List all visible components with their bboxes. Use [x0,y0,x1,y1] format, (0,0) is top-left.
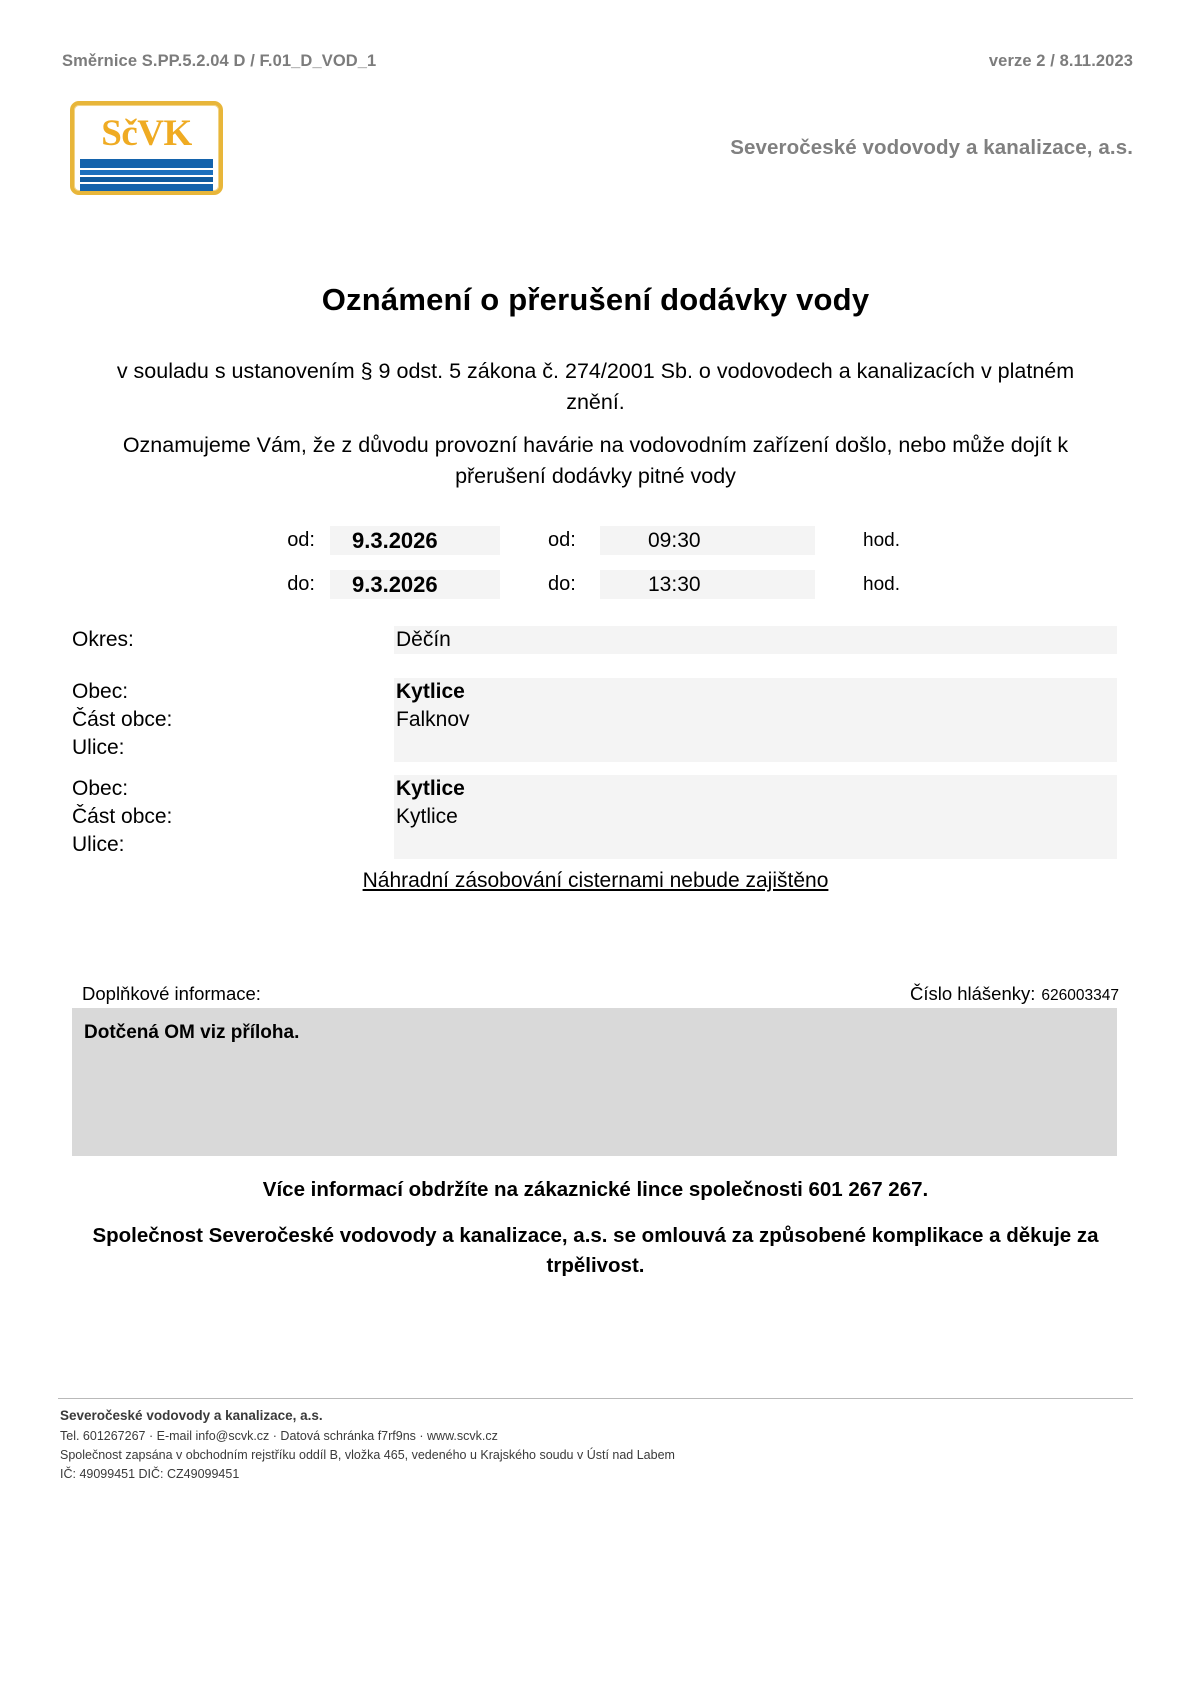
date-to-label: do: [287,573,315,595]
date-from-label: od: [287,529,315,551]
municipality-label: Obec: [72,777,129,800]
street-value [394,831,1117,859]
street-row [72,734,1117,762]
additional-info-label: Doplňkové informace: [82,983,261,1004]
report-number-value: 626003347 [1041,987,1119,1004]
district-value: Děčín [394,626,1117,654]
intro-paragraph-1: v souladu s ustanovením § 9 odst. 5 zákona č. 274/2001 Sb. o vodovodech a kanalizacích v platném znění. [116,359,1075,414]
intro-paragraph-2: Oznamujeme Vám, že z důvodu provozní havárie na vodovodním zařízení došlo, nebo může dojít k přerušení dodávky pitné vody [122,433,1069,488]
report-number [910,983,1119,1005]
page-title: Oznámení o přerušení dodávky vody [321,282,870,317]
substitute-supply-note [0,869,1191,893]
location-group-1 [72,678,1117,762]
district-block [72,626,1117,654]
municipality-row [72,678,1117,706]
substitute-supply-note-text: Náhradní zásobování cisternami nebude zajištěno [362,869,829,892]
time-to-value: 13:30 [600,570,815,599]
customer-line-info: Více informací obdržíte na zákaznické lince společnosti 601 267 267. [262,1178,929,1201]
street-row [72,831,1117,859]
municipality-row [72,775,1117,803]
logo-stripes-icon [74,159,219,195]
footer-company: Severočeské vodovody a kanalizace, a.s. [60,1408,323,1423]
schedule-row-to [0,570,1191,599]
document-header [62,52,1133,71]
part-value: Falknov [394,706,1117,734]
time-from-value: 09:30 [600,526,815,555]
time-from-label: od: [548,529,576,551]
time-to-label: do: [548,573,576,595]
footer-divider [58,1398,1133,1399]
additional-info-box [72,1008,1117,1156]
apology-text: Společnost Severočeské vodovody a kanalizace, a.s. se omlouvá za způsobené komplikace a děkuje za trpělivost. [92,1224,1099,1277]
version-label: verze 2 / 8.11.2023 [988,52,1133,70]
logo-box [70,101,223,195]
footer-ids: IČ: 49099451 DIČ: CZ49099451 [60,1467,240,1481]
municipality-value: Kytlice [394,775,1117,803]
document-footer [60,1408,1135,1486]
district-label: Okres: [72,628,134,651]
report-number-label: Číslo hlášenky: [909,983,1036,1004]
street-label: Ulice: [72,833,125,856]
municipality-label: Obec: [72,680,129,703]
directive-code: Směrnice S.PP.5.2.04 D / F.01_D_VOD_1 [62,52,377,70]
municipality-value: Kytlice [394,678,1117,706]
part-row [72,706,1117,734]
street-label: Ulice: [72,736,125,759]
additional-info-text: Dotčená OM viz příloha. [84,1022,300,1043]
part-row [72,803,1117,831]
schedule-block [0,526,1191,614]
district-row [72,626,1117,654]
part-label: Část obce: [72,708,173,731]
street-value [394,734,1117,762]
time-to-unit: hod. [863,573,900,595]
footer-contact: Tel. 601267267 · E-mail info@scvk.cz · Datová schránka f7rf9ns · www.scvk.cz [60,1429,498,1443]
logo-text: SčVK [101,112,192,154]
part-label: Část obce: [72,805,173,828]
company-name: Severočeské vodovody a kanalizace, a.s. [730,136,1133,159]
additional-info-header [82,983,1119,1005]
location-group-2 [72,775,1117,859]
part-value: Kytlice [394,803,1117,831]
company-logo [70,101,223,195]
date-to-value: 9.3.2026 [330,570,500,599]
footer-registry: Společnost zapsána v obchodním rejstříku oddíl B, vložka 465, vedeného u Krajského soudu v Ústí nad Labem [60,1448,675,1462]
date-from-value: 9.3.2026 [330,526,500,555]
schedule-row-from [0,526,1191,555]
time-from-unit: hod. [863,529,900,551]
